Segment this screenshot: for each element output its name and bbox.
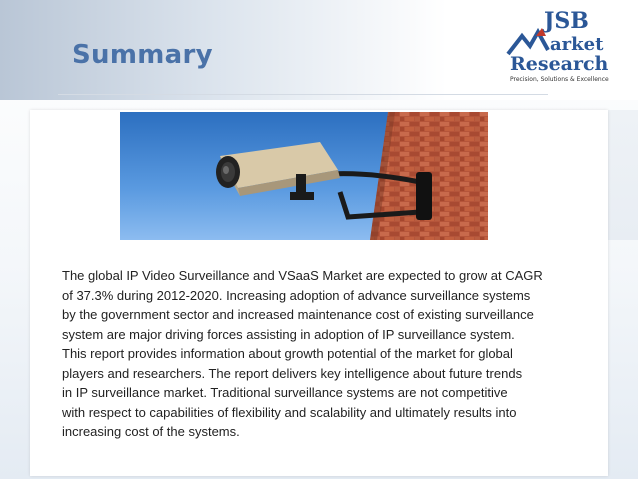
logo-line-1: JSB bbox=[544, 8, 589, 34]
summary-line: system are major driving forces assisting in adoption of IP surveillance system. bbox=[62, 326, 515, 342]
summary-line: increasing cost of the systems. bbox=[62, 424, 240, 439]
summary-line: by the government sector and increased maintenance cost of existing surveillance bbox=[62, 307, 534, 322]
summary-line: of 37.3% during 2012-2020. Increasing adoption of advance surveillance systems bbox=[62, 287, 531, 303]
title-divider bbox=[58, 94, 548, 95]
summary-line: with respect to capabilities of flexibility and scalability and ultimately results into bbox=[62, 404, 517, 420]
summary-paragraph bbox=[62, 266, 622, 442]
logo-line-3: Research bbox=[510, 53, 609, 75]
summary-line: The global IP Video Surveillance and VSaaS Market are expected to grow at CAGR bbox=[62, 268, 543, 283]
summary-line: This report provides information about growth potential of the market for global bbox=[62, 346, 513, 361]
logo-line-2: arket bbox=[550, 34, 604, 55]
jsb-market-research-logo bbox=[500, 6, 628, 86]
summary-line: in IP surveillance market. Traditional surveillance systems are not competitive bbox=[62, 385, 508, 400]
logo-tagline: Precision, Solutions & Excellence bbox=[510, 76, 609, 83]
panel-side-strip bbox=[608, 110, 638, 240]
slide-title: Summary bbox=[72, 40, 213, 70]
summary-line: players and researchers. The report delivers key intelligence about future trends bbox=[62, 365, 523, 381]
surveillance-camera-photo bbox=[120, 112, 488, 240]
